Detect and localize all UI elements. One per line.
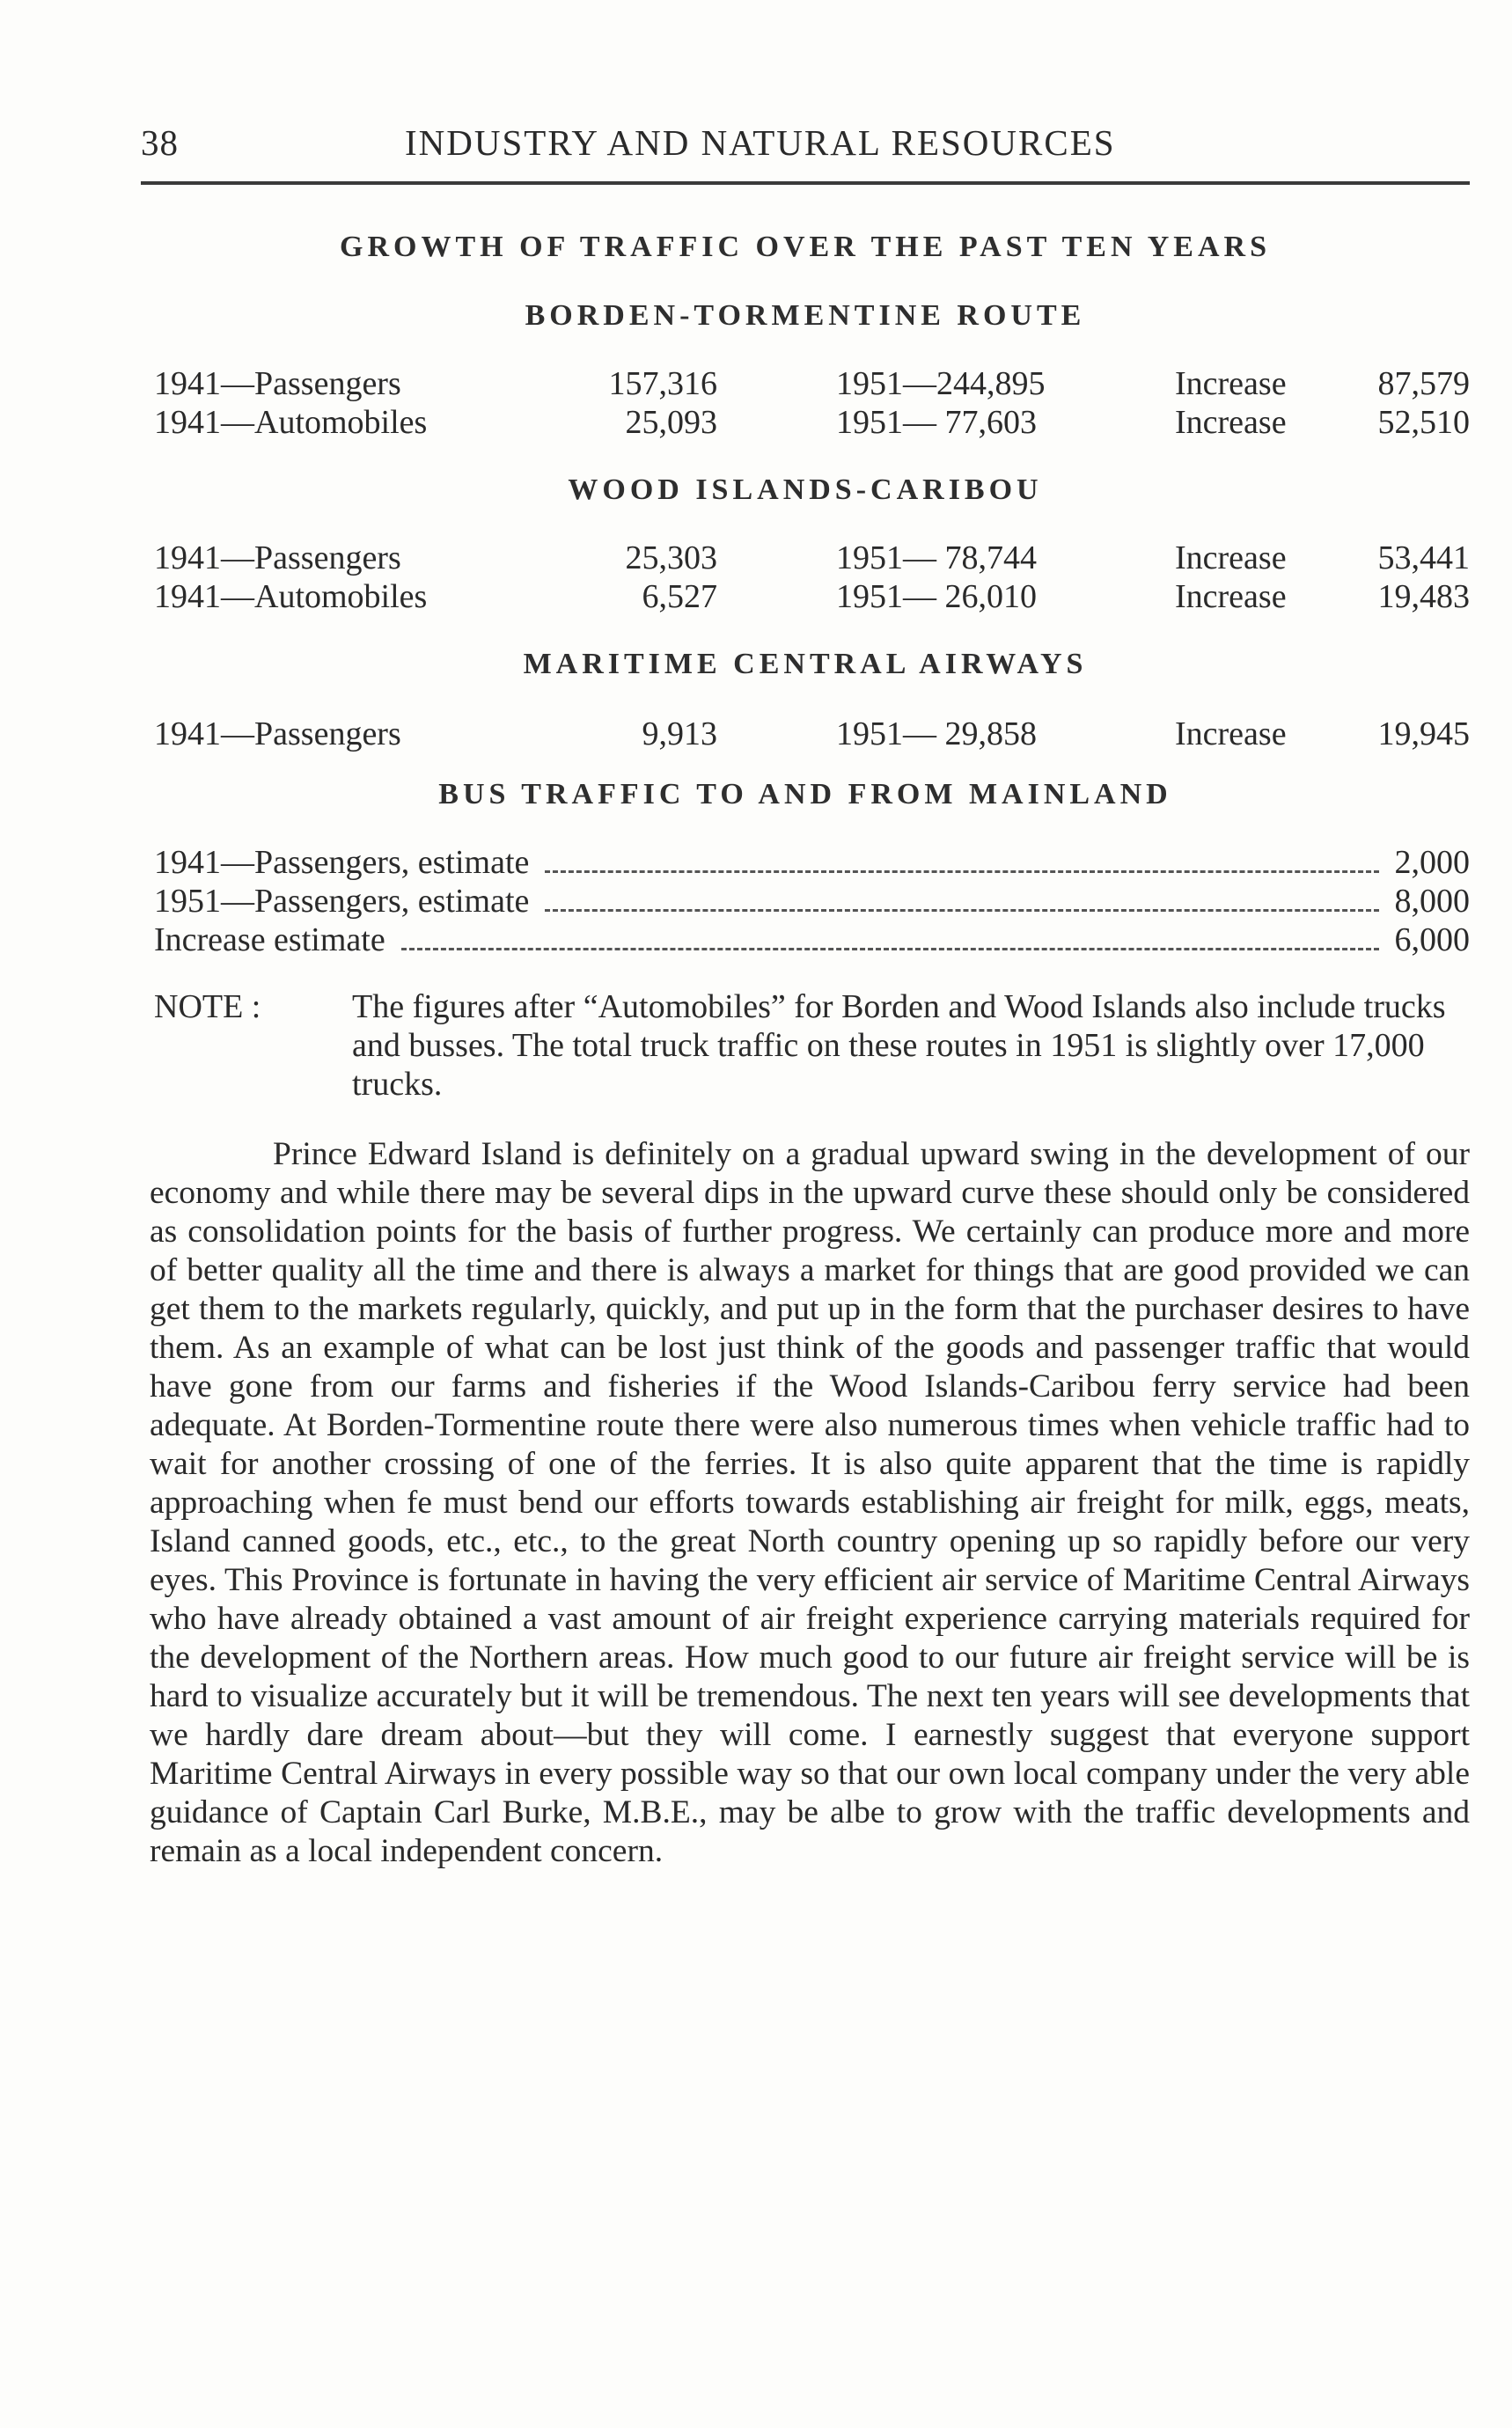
value-1941: 9,913 [642,715,717,752]
value-1941: 6,527 [642,578,717,615]
row-label: 1941—Automobiles [154,578,428,615]
bus-row-value: 8,000 [1394,883,1470,920]
bus-row [154,921,1470,961]
header-rule [141,181,1470,185]
increase-label: Increase [1175,715,1287,752]
section-heading-bus: BUS TRAFFIC TO AND FROM MAINLAND [438,778,1172,811]
bus-row [154,882,1470,922]
dot-leader [545,909,1378,912]
value-1951: 1951— 26,010 [836,578,1037,615]
dot-leader [401,948,1379,950]
value-1941: 157,316 [608,365,717,402]
increase-label: Increase [1175,578,1287,615]
body-paragraph: Prince Edward Island is definitely on a gradual upward swing in the development of our economy and while there may be several dips in the upward curve these should only be considered as consolidation points for the basis of further progress. We certainly can produce more and more of better quality all the time and there is always a market for things that are good provided we can get them to the markets regularly, quickly, and put up in the form that the purchaser desires to have them. As an example of what can be lost just think of the goods and passenger traffic that would have gone from our farms and fisheries if the Wood Islands-Caribou ferry service had been adequate. At Borden-Tormentine route there were also numerous times when vehicle traffic had to wait for another crossing of one of the ferries. It is also quite apparent that the time is rapidly approaching when fe must bend our efforts towards establishing air freight for milk, eggs, meats, Island canned goods, etc., etc., to the great North country opening up so rapidly before our very eyes. This Province is fortunate in having the very efficient air service of Maritime Central Airways who have already obtained a vast amount of air freight experience carrying materials required for the development of the Northern areas. How much good to our future air freight service will be is hard to visualize accurately but it will be tremendous. The next ten years will see developments that we hardly dare dream about—but they will come. I earnestly suggest that everyone support Maritime Central Airways in every possible way so that our own local company under the very able guidance of Captain Carl Burke, M.B.E., may be albe to grow with the traffic developments and remain as a local independent concern. [150,1136,1470,1869]
row-label: 1941—Passengers [154,539,401,576]
table-row [154,364,1470,405]
increase-label: Increase [1175,404,1287,441]
increase-value: 19,483 [1377,578,1470,615]
increase-value: 19,945 [1377,715,1470,752]
running-head [141,121,1470,165]
table-row [154,715,1470,755]
value-1941: 25,093 [625,404,717,441]
table-row [154,539,1470,579]
page-number: 38 [141,122,179,163]
bus-row-value: 2,000 [1394,844,1470,881]
section-heading-wood-islands: WOOD ISLANDS-CARIBOU [568,473,1043,506]
value-1941: 25,303 [625,539,717,576]
value-1951: 1951—244,895 [836,365,1046,402]
increase-value: 53,441 [1377,539,1470,576]
bus-row-label: 1941—Passengers, estimate [154,844,530,881]
table-row [154,577,1470,618]
value-1951: 1951— 29,858 [836,715,1037,752]
dot-leader [545,870,1378,873]
increase-label: Increase [1175,365,1287,402]
value-1951: 1951— 77,603 [836,404,1037,441]
bus-row-label: Increase estimate [154,921,385,958]
running-title: INDUSTRY AND NATURAL RESOURCES [405,122,1116,163]
row-label: 1941—Automobiles [154,404,428,441]
increase-value: 87,579 [1377,365,1470,402]
note-label: NOTE : [154,988,261,1025]
main-heading: GROWTH OF TRAFFIC OVER THE PAST TEN YEARS [340,231,1271,263]
increase-label: Increase [1175,539,1287,576]
row-label: 1941—Passengers [154,715,401,752]
section-heading-borden: BORDEN-TORMENTINE ROUTE [525,299,1086,332]
table-row [154,403,1470,444]
increase-value: 52,510 [1377,404,1470,441]
bus-row-value: 6,000 [1394,921,1470,958]
value-1951: 1951— 78,744 [836,539,1037,576]
note-text: The figures after “Automobiles” for Borden and Wood Islands also include trucks and busses. The total truck traffic on these routes in 1951 is slightly over 17,000 trucks. [352,988,1446,1103]
bus-row-label: 1951—Passengers, estimate [154,883,530,920]
section-heading-maritime: MARITIME CENTRAL AIRWAYS [523,648,1088,680]
bus-row [154,843,1470,884]
row-label: 1941—Passengers [154,365,401,402]
